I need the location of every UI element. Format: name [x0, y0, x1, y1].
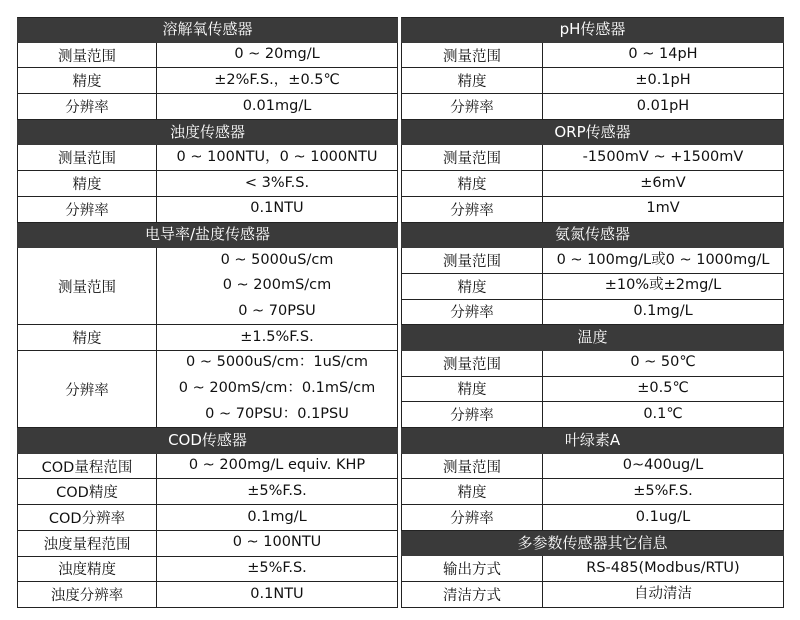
spec-value: [543, 582, 783, 607]
spec-label: COD精度: [18, 479, 157, 504]
section-title: 溶解氧传感器: [162, 20, 253, 39]
spec-row: [401, 479, 784, 505]
section-header: [401, 223, 784, 249]
spec-row: [17, 248, 398, 325]
spec-row: [401, 300, 784, 326]
spec-row: [401, 171, 784, 197]
spec-value-line: 0 ~ 100NTU，0 ~ 1000NTU: [176, 148, 378, 165]
spec-row: [401, 43, 784, 69]
spec-value-line: 1mV: [646, 200, 680, 217]
spec-row: [401, 94, 784, 120]
spec-value-line: 0.1mg/L: [247, 508, 307, 525]
spec-value: [157, 582, 397, 607]
spec-label: 测量范围: [18, 145, 157, 170]
spec-value-line: ±6mV: [640, 174, 686, 191]
section-title: 多参数传感器其它信息: [517, 533, 668, 552]
spec-value: [543, 145, 783, 170]
spec-row: [401, 274, 784, 300]
spec-value: [157, 351, 397, 427]
spec-value: [157, 454, 397, 479]
spec-value: [157, 505, 397, 530]
section-title: 氨氮传感器: [554, 225, 630, 244]
spec-label: 精度: [18, 68, 157, 93]
spec-value: [543, 556, 783, 581]
spec-value-line: 0 ~ 70PSU：0.1PSU: [205, 405, 349, 422]
right-spec-table: [401, 17, 784, 608]
spec-value: [157, 171, 397, 196]
section-title: pH传感器: [559, 20, 626, 39]
spec-label: 精度: [402, 479, 543, 504]
spec-row: [401, 556, 784, 582]
spec-value-line: 0.01mg/L: [242, 97, 312, 114]
spec-row: [17, 531, 398, 557]
spec-value-line: ±5%F.S.: [247, 560, 307, 576]
spec-value: [157, 197, 397, 222]
spec-value: [157, 325, 397, 350]
spec-label: 精度: [402, 377, 543, 402]
spec-label: COD分辨率: [18, 505, 157, 530]
spec-row: [401, 145, 784, 171]
spec-row: [17, 351, 398, 428]
section-header: [401, 531, 784, 557]
spec-value-line: ±0.5℃: [637, 380, 689, 397]
spec-label: 输出方式: [402, 556, 543, 581]
spec-value-line: 0.1NTU: [250, 200, 304, 217]
section-header: [17, 223, 398, 249]
spec-label: 分辨率: [402, 505, 543, 530]
spec-value-line: 0 ~ 100mg/L或0 ~ 1000mg/L: [556, 251, 770, 268]
spec-label: 测量范围: [18, 43, 157, 68]
spec-row: [17, 43, 398, 69]
spec-value: [543, 377, 783, 402]
spec-row: [17, 454, 398, 480]
spec-label: 测量范围: [402, 351, 543, 376]
spec-value-line: 自动清洁: [634, 585, 692, 602]
spec-value: [543, 454, 783, 479]
spec-value-line: < 3%F.S.: [244, 174, 310, 191]
spec-row: [17, 582, 398, 608]
spec-label: 精度: [402, 274, 543, 299]
spec-value-line: 0 ~ 5000uS/cm: [220, 251, 334, 268]
spec-row: [17, 197, 398, 223]
spec-value: [157, 145, 397, 170]
spec-value: [543, 351, 783, 376]
spec-label: 清洁方式: [402, 582, 543, 607]
spec-value: [543, 402, 783, 427]
spec-label: 分辨率: [402, 300, 543, 325]
spec-row: [17, 505, 398, 531]
spec-value-line: 0 ~ 100NTU: [232, 534, 322, 551]
spec-label: 精度: [402, 171, 543, 196]
spec-row: [17, 68, 398, 94]
spec-row: [17, 145, 398, 171]
spec-row: [401, 454, 784, 480]
spec-row: [401, 197, 784, 223]
spec-label: COD量程范围: [18, 454, 157, 479]
spec-label: 测量范围: [402, 248, 543, 273]
spec-label: 测量范围: [402, 454, 543, 479]
spec-value-line: 0~400ug/L: [622, 457, 704, 474]
spec-label: 精度: [402, 68, 543, 93]
spec-label: 精度: [18, 325, 157, 350]
spec-value: [157, 531, 397, 556]
spec-label: 浊度分辨率: [18, 582, 157, 607]
spec-value-line: RS-485(Modbus/RTU): [586, 559, 740, 576]
spec-value-line: 0 ~ 70PSU: [238, 303, 316, 320]
spec-label: 分辨率: [402, 197, 543, 222]
section-header: [401, 120, 784, 146]
section-title: COD传感器: [168, 430, 247, 449]
spec-row: [401, 505, 784, 531]
spec-value: [543, 300, 783, 325]
spec-value: [157, 479, 397, 504]
spec-value-line: 0.1ug/L: [635, 508, 691, 525]
spec-value-line: 0.01pH: [636, 97, 690, 114]
spec-value-line: 0 ~ 14pH: [628, 46, 698, 63]
spec-value: [543, 479, 783, 504]
spec-value: [543, 68, 783, 93]
spec-row: [17, 479, 398, 505]
spec-value-line: 0 ~ 5000uS/cm：1uS/cm: [186, 354, 368, 371]
spec-label: 浊度精度: [18, 557, 157, 582]
section-title: ORP传感器: [554, 122, 631, 141]
spec-label: 测量范围: [402, 145, 543, 170]
section-header: [401, 428, 784, 454]
spec-value-line: ±10%或±2mg/L: [604, 277, 722, 294]
section-header: [17, 428, 398, 454]
spec-label: 测量范围: [402, 43, 543, 68]
spec-value: [543, 248, 783, 273]
spec-value: [543, 94, 783, 119]
spec-row: [401, 402, 784, 428]
spec-value-line: 0 ~ 50℃: [630, 354, 696, 371]
section-header: [17, 17, 398, 43]
spec-value-line: ±0.1pH: [635, 71, 691, 88]
spec-value-line: ±5%F.S.: [247, 482, 307, 499]
spec-value: [543, 197, 783, 222]
spec-label: 分辨率: [18, 351, 157, 427]
spec-row: [401, 377, 784, 403]
spec-value: [543, 43, 783, 68]
spec-label: 测量范围: [18, 248, 157, 324]
spec-value-line: ±1.5%F.S.: [240, 328, 314, 345]
spec-row: [17, 557, 398, 583]
left-spec-table: [17, 17, 398, 608]
spec-value-line: ±5%F.S.: [633, 482, 693, 499]
spec-row: [17, 171, 398, 197]
spec-value-line: 0 ~ 20mg/L: [234, 46, 320, 63]
spec-value: [157, 68, 397, 93]
spec-row: [401, 351, 784, 377]
spec-row: [401, 68, 784, 94]
spec-value: [157, 94, 397, 119]
spec-label: 精度: [18, 171, 157, 196]
section-title: 温度: [577, 328, 608, 347]
spec-value: [543, 274, 783, 299]
section-header: [17, 120, 398, 146]
spec-value: [157, 557, 397, 582]
spec-value: [543, 505, 783, 530]
spec-value-line: 0 ~ 200mS/cm: [222, 277, 332, 294]
spec-value-line: 0.1℃: [643, 405, 683, 422]
spec-row: [17, 325, 398, 351]
spec-label: 分辨率: [402, 402, 543, 427]
spec-value-line: ±2%F.S.，±0.5℃: [214, 71, 340, 88]
spec-value: [543, 171, 783, 196]
spec-value-line: 0 ~ 200mS/cm：0.1mS/cm: [178, 380, 376, 397]
spec-row: [401, 248, 784, 274]
spec-label: 浊度量程范围: [18, 531, 157, 556]
spec-row: [17, 94, 398, 120]
spec-value-line: 0.1NTU: [250, 585, 304, 602]
spec-label: 分辨率: [18, 94, 157, 119]
spec-row: [401, 582, 784, 608]
spec-value: [157, 43, 397, 68]
spec-value-line: 0 ~ 200mg/L equiv. KHP: [188, 457, 366, 474]
spec-value: [157, 248, 397, 324]
spec-label: 分辨率: [402, 94, 543, 119]
section-title: 浊度传感器: [169, 122, 245, 141]
spec-label: 分辨率: [18, 197, 157, 222]
spec-value-line: -1500mV ~ +1500mV: [582, 148, 744, 165]
section-header: [401, 325, 784, 351]
section-title: 电导率/盐度传感器: [144, 225, 271, 244]
section-title: 叶绿素A: [564, 430, 621, 449]
spec-value-line: 0.1mg/L: [633, 303, 693, 320]
section-header: [401, 17, 784, 43]
